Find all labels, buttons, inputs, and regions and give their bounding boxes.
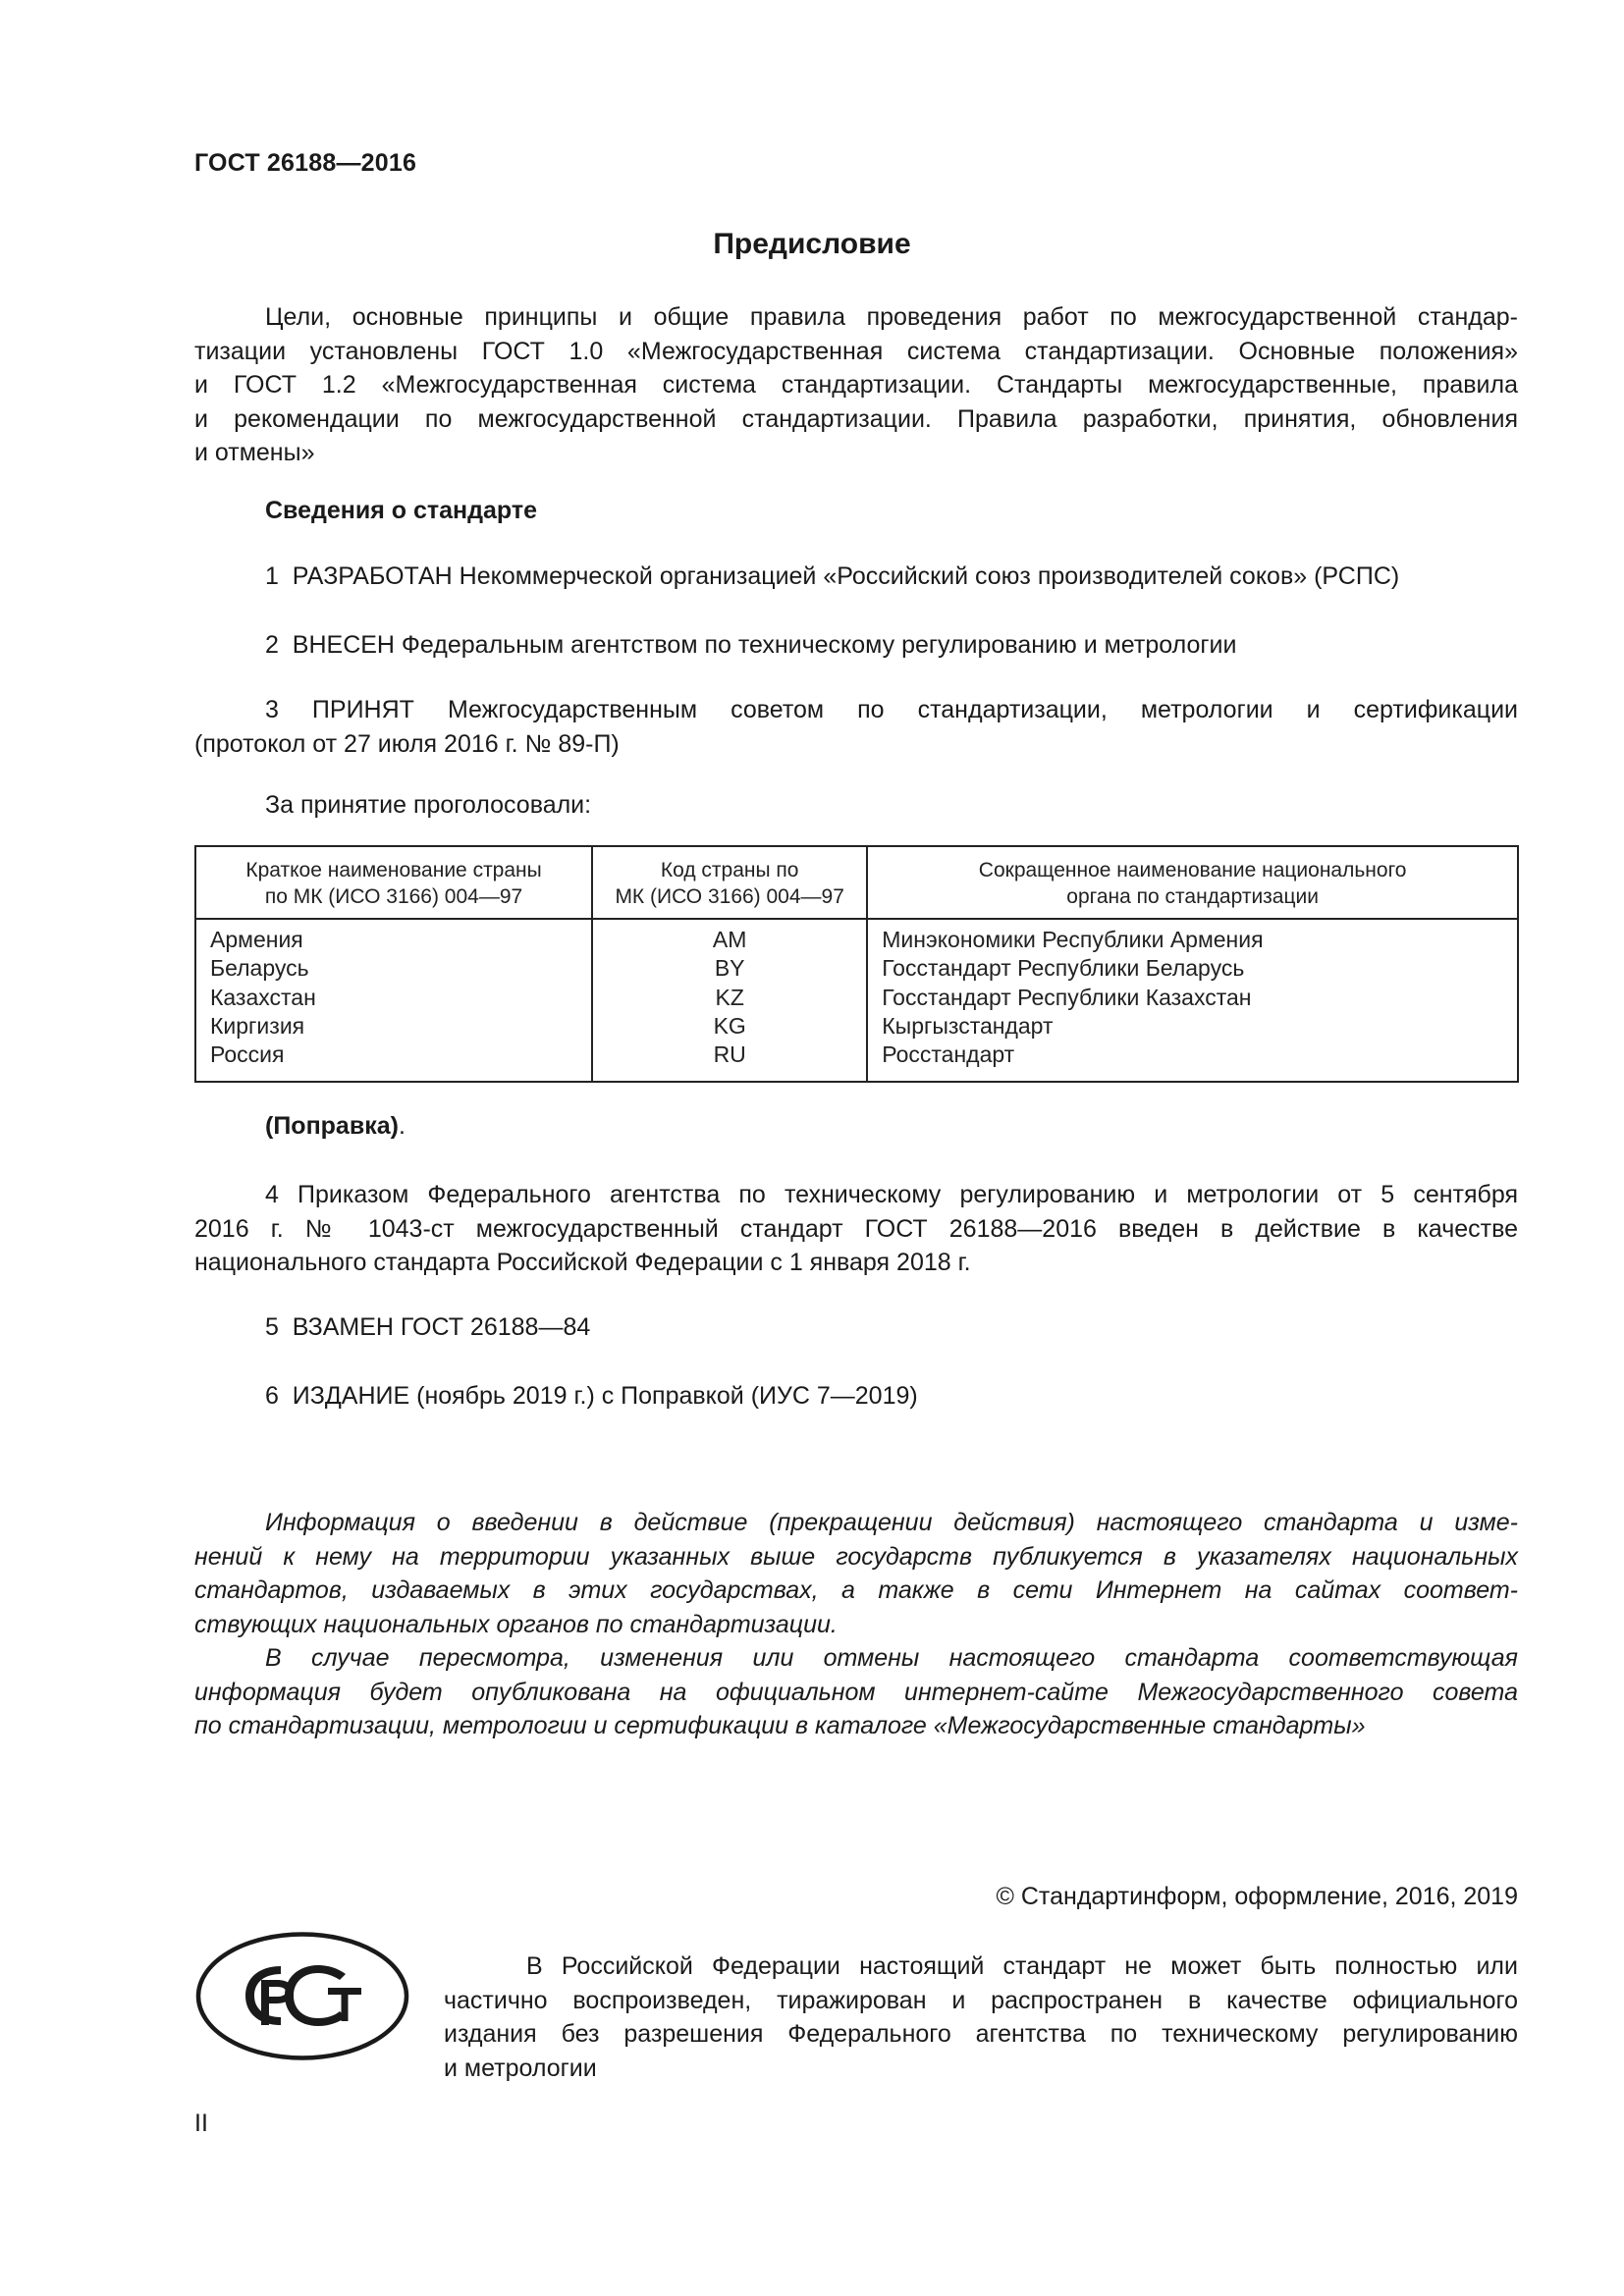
info-notice-line: нений к нему на территории указанных выше государств публикуется в указателях национальных <box>194 1542 1518 1571</box>
header-code: Код страны по МК (ИСО 3166) 004—97 <box>592 846 867 919</box>
table-cell-body: Кыргызстандарт <box>882 1012 1054 1039</box>
item-introduced: 2 ВНЕСЕН Федеральным агентством по техническому регулированию и метрологии <box>265 631 1237 659</box>
rights-line: издания без разрешения Федерального агентства по техническому регулированию <box>444 2020 1518 2048</box>
body-column <box>867 919 1518 1082</box>
item-developed: 1 РАЗРАБОТАН Некоммерческой организацией «Российский союз производителей соков» (РСПС) <box>265 562 1400 590</box>
item-enacted-line: 4 Приказом Федерального агентства по техническому регулированию и метрологии от 5 сентября <box>265 1181 1518 1208</box>
header-country: Краткое наименование страны по МК (ИСО 3166) 004—97 <box>195 846 592 919</box>
intro-line: и рекомендации по межгосударственной стандартизации. Правила разработки, принятия, обновления <box>194 404 1518 433</box>
info-notice-line: ствующих национальных органов по стандартизации. <box>194 1610 838 1638</box>
intro-line: и ГОСТ 1.2 «Межгосударственная система стандартизации. Стандарты межгосударственные, правила <box>194 371 1518 399</box>
amendment-label: (Поправка) <box>265 1112 399 1140</box>
table-cell-country: Киргизия <box>210 1012 305 1039</box>
table-cell-code: KZ <box>715 984 744 1010</box>
table-cell-code: KG <box>713 1012 746 1039</box>
vote-table-body-row <box>195 919 1518 1082</box>
copyright-notice: © Стандартинформ, оформление, 2016, 2019 <box>996 1883 1518 1910</box>
item-enacted-line: национального стандарта Российской Федерации с 1 января 2018 г. <box>194 1249 971 1276</box>
table-cell-country: Казахстан <box>210 984 316 1010</box>
code-column <box>592 919 867 1082</box>
table-cell-body: Госстандарт Республики Казахстан <box>882 984 1252 1010</box>
country-column <box>195 919 592 1082</box>
item-enacted-line: 2016 г. № 1043-ст межгосударственный стандарт ГОСТ 26188—2016 введен в действие в качестве <box>194 1214 1518 1243</box>
table-cell-code: AM <box>712 927 747 952</box>
intro-line: тизации установлены ГОСТ 1.0 «Межгосударственная система стандартизации. Основные положения» <box>194 337 1518 365</box>
page-number: II <box>194 2109 208 2137</box>
table-cell-code: RU <box>713 1041 746 1068</box>
table-cell-country: Беларусь <box>210 955 309 982</box>
item-adopted <box>194 693 1518 761</box>
rights-line: частично воспроизведен, тиражирован и распространен в качестве официального <box>444 1986 1518 2014</box>
vote-label: За принятие проголосовали: <box>265 791 592 819</box>
header-body: Сокращенное наименование национального органа по стандартизации <box>867 846 1518 919</box>
table-cell-country: Россия <box>210 1041 285 1068</box>
amendment-note: (Поправка). <box>265 1112 406 1140</box>
table-cell-body: Росстандарт <box>882 1041 1015 1068</box>
table-cell-body: Минэкономики Республики Армения <box>882 927 1264 952</box>
info-notice-line: по стандартизации, метрологии и сертификации в каталоге «Межгосударственные стандарты» <box>194 1712 1366 1739</box>
item-adopted-line: (протокол от 27 июля 2016 г. № 89-П) <box>194 729 620 758</box>
rights-line: и метрологии <box>444 2054 597 2082</box>
rights-line: В Российской Федерации настоящий стандарт не может быть полностью или <box>526 1952 1518 1980</box>
table-cell-code: BY <box>714 955 745 982</box>
info-notice <box>194 1506 1518 1743</box>
info-heading: Сведения о стандарте <box>265 497 538 524</box>
item-enacted <box>194 1178 1518 1280</box>
intro-paragraph <box>194 300 1518 470</box>
info-notice-line: информация будет опубликована на официальном интернет-сайте Межгосударственного совета <box>194 1678 1518 1706</box>
rst-certification-mark-icon <box>194 1931 410 2061</box>
intro-line: и отмены» <box>194 439 315 466</box>
info-notice-line: Информация о введении в действие (прекращении действия) настоящего стандарта и изме- <box>265 1509 1518 1536</box>
page-title: Предисловие <box>713 228 911 260</box>
item-edition: 6 ИЗДАНИЕ (ноябрь 2019 г.) с Поправкой (ИУС 7—2019) <box>265 1382 918 1410</box>
vote-table-header-row <box>195 846 1518 919</box>
intro-line: Цели, основные принципы и общие правила проведения работ по межгосударственной стандар- <box>265 303 1518 331</box>
info-notice-line: стандартов, издаваемых в этих государствах, а также в сети Интернет на сайтах соответ- <box>194 1576 1518 1604</box>
item-adopted-line: 3 ПРИНЯТ Межгосударственным советом по стандартизации, метрологии и сертификации <box>265 696 1518 723</box>
table-cell-country: Армения <box>210 927 303 952</box>
vote-table <box>194 845 1519 1083</box>
rights-notice <box>444 1949 1518 2085</box>
table-cell-body: Госстандарт Республики Беларусь <box>882 955 1245 982</box>
info-notice-line: В случае пересмотра, изменения или отмены настоящего стандарта соответствующая <box>265 1644 1518 1672</box>
document-code: ГОСТ 26188—2016 <box>194 149 417 177</box>
item-replaces: 5 ВЗАМЕН ГОСТ 26188—84 <box>265 1313 591 1341</box>
